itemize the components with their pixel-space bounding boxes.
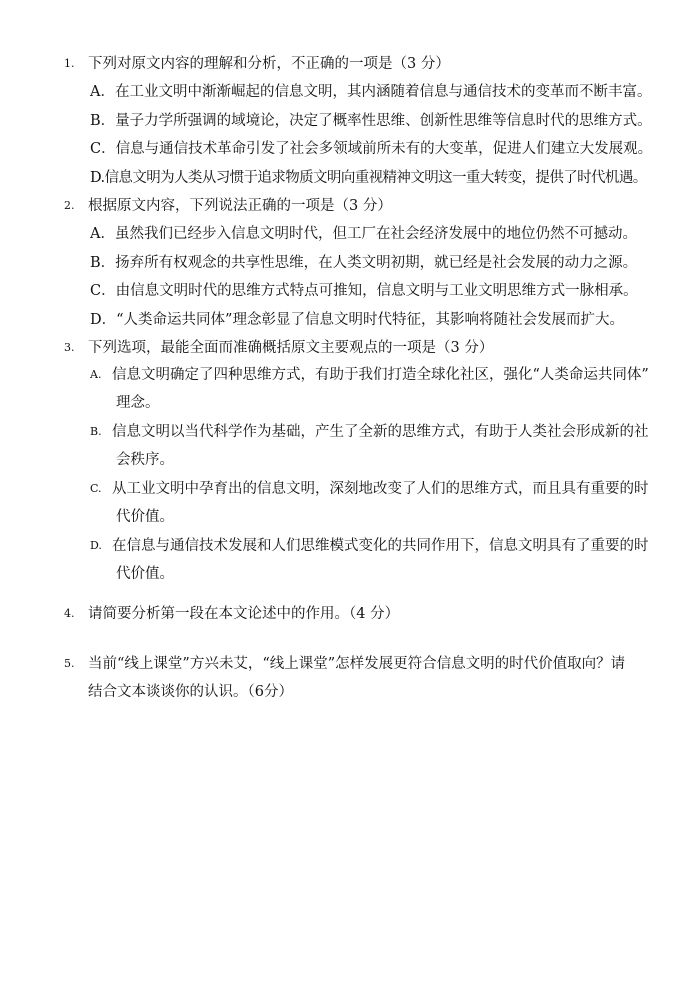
option-text-line-2: 理念。 xyxy=(116,395,160,411)
option-text: 信息与通信技术革命引发了社会多领域前所未有的大变革，促进人们建立大发展观。 xyxy=(115,141,653,157)
option-text-line-1: 信息文明以当代科学作为基础，产生了全新的思维方式，有助于人类社会形成新的社 xyxy=(112,424,649,440)
question-5-number: 5. xyxy=(64,657,75,670)
option-label: A. xyxy=(90,368,102,381)
option-text: 信息文明为人类从习惯于追求物质文明向重视精神文明这一重大转变，提供了时代机遇。 xyxy=(104,169,647,186)
question-5-stem xyxy=(64,654,654,674)
question-1-option-b xyxy=(90,111,654,131)
question-1-option-a xyxy=(90,82,654,102)
option-label: B. xyxy=(90,425,102,438)
option-text: 虽然我们已经步入信息文明时代，但工厂在社会经济发展中的地位仍然不可撼动。 xyxy=(114,226,637,242)
option-text: 由信息文明时代的思维方式特点可推知，信息文明与工业文明思维方式一脉相承。 xyxy=(115,283,638,299)
option-text-line-2: 代价值。 xyxy=(116,566,174,582)
question-5-text-continuation: 结合文本谈谈你的认识。（6分） xyxy=(88,684,293,700)
question-4-stem xyxy=(64,604,654,624)
question-2-number: 2. xyxy=(64,199,75,212)
option-label: B． xyxy=(90,254,116,271)
question-4 xyxy=(64,604,654,624)
question-1-stem xyxy=(64,54,654,74)
question-3-text: 下列选项，最能全面而准确概括原文主要观点的一项是（3 分） xyxy=(88,340,494,356)
question-5 xyxy=(64,654,654,700)
question-5-text: 当前“线上课堂”方兴未艾，“线上课堂”怎样发展更符合信息文明的时代价值取向？请 xyxy=(88,656,626,672)
question-3 xyxy=(64,338,654,588)
option-text: “人类命运共同体”理念彰显了信息文明时代特征，其影响将随社会发展而扩大。 xyxy=(116,311,624,328)
option-label: D． xyxy=(90,311,117,328)
question-2-stem xyxy=(64,196,654,216)
question-2-option-c xyxy=(90,281,654,301)
question-1-number: 1. xyxy=(64,57,75,70)
question-2-text: 根据原文内容，下列说法正确的一项是（3 分） xyxy=(88,198,392,214)
question-2-option-d xyxy=(90,310,654,330)
option-label: A． xyxy=(90,84,115,100)
option-label: D. xyxy=(90,169,105,186)
option-label: A． xyxy=(90,226,115,242)
question-3-number: 3. xyxy=(64,341,75,354)
option-text-line-1: 从工业文明中孕育出的信息文明，深刻地改变了人们的思维方式，而且具有重要的时 xyxy=(112,481,649,497)
question-4-text: 请简要分析第一段在本文论述中的作用。（4 分） xyxy=(88,606,400,622)
option-label: C． xyxy=(90,141,116,157)
question-3-stem xyxy=(64,338,654,358)
question-3-option-b xyxy=(90,418,654,474)
question-2-option-a xyxy=(90,224,654,244)
question-4-number: 4. xyxy=(64,607,75,620)
question-3-option-c xyxy=(90,475,654,531)
option-label: D. xyxy=(90,539,102,552)
question-3-option-d xyxy=(90,532,654,588)
option-text-line-1: 信息文明确定了四种思维方式，有助于我们打造全球化社区，强化“人类命运共同体” xyxy=(112,367,649,383)
option-text: 扬弃所有权观念的共享性思维，在人类文明初期，就已经是社会发展的动力之源。 xyxy=(115,254,638,271)
question-1-text: 下列对原文内容的理解和分析，不正确的一项是（3 分） xyxy=(88,56,450,72)
option-label: C． xyxy=(90,283,116,299)
question-1 xyxy=(64,54,654,188)
question-3-option-a xyxy=(90,361,654,417)
option-text-line-1: 在信息与通信技术发展和人们思维模式变化的共同作用下，信息文明具有了重要的时 xyxy=(112,538,649,554)
option-text-line-2: 代价值。 xyxy=(116,509,174,525)
option-text: 量子力学所强调的域境论，决定了概率性思维、创新性思维等信息时代的思维方式。 xyxy=(115,112,652,129)
option-text-line-2: 会秩序。 xyxy=(116,452,174,468)
question-2-option-b xyxy=(90,253,654,273)
question-1-option-c xyxy=(90,139,654,159)
option-label: C. xyxy=(90,482,102,495)
question-2 xyxy=(64,196,654,330)
option-text: 在工业文明中渐渐崛起的信息文明，其内涵随着信息与通信技术的变革而不断丰富。 xyxy=(114,84,652,100)
question-1-option-d xyxy=(90,168,654,188)
option-label: B． xyxy=(90,112,116,129)
